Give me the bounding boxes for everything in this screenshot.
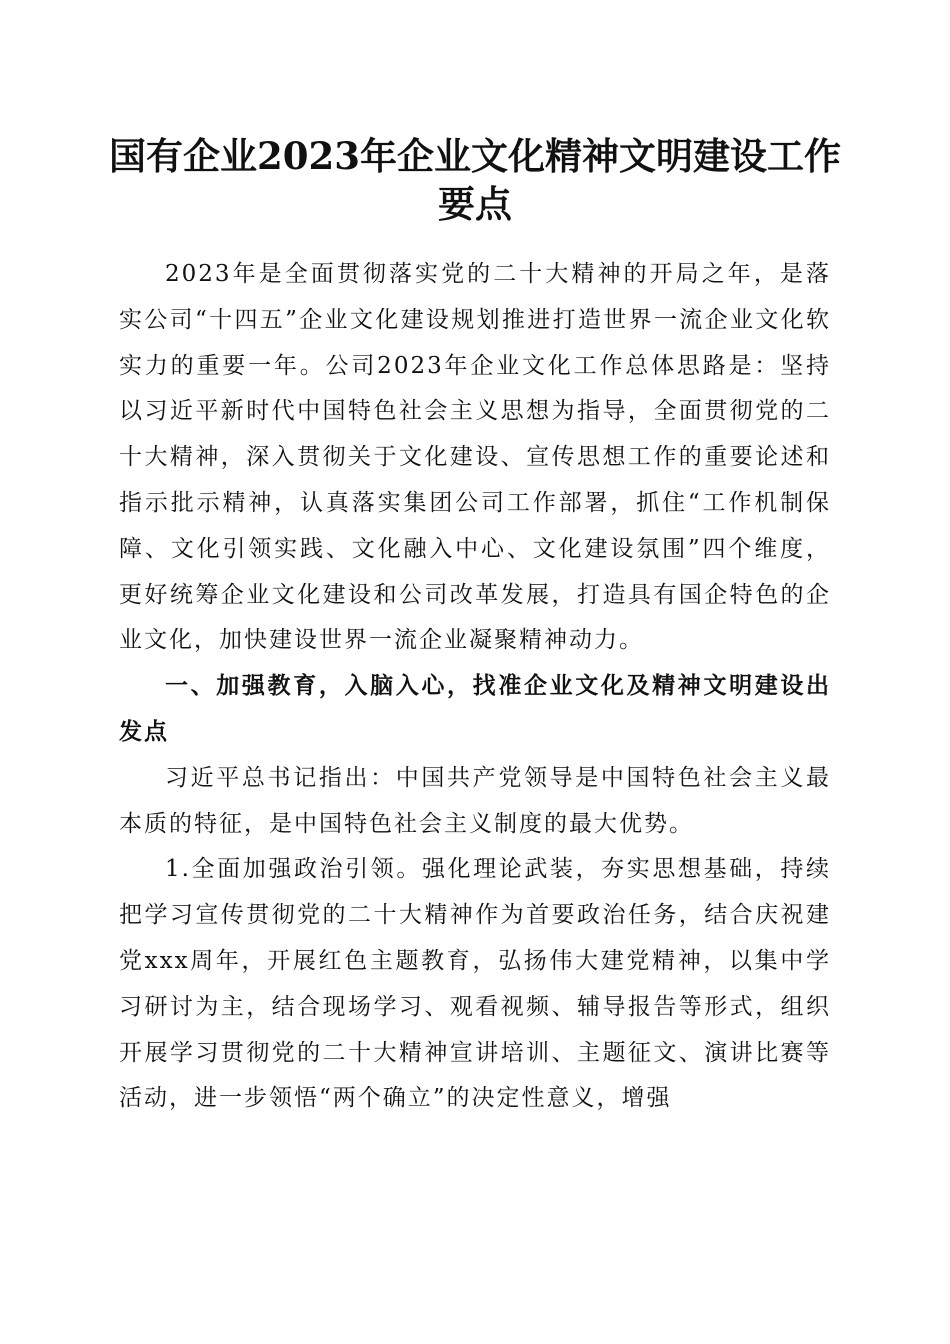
title-line-2: 要点 bbox=[438, 182, 512, 226]
document-title bbox=[100, 132, 850, 228]
section-1-heading: 一、加强教育，入脑入心，找准企业文化及精神文明建设出发点 bbox=[119, 673, 831, 745]
section-1-quote-paragraph: 习近平总书记指出：中国共产党领导是中国特色社会主义最本质的特征，是中国特色社会主义制度的最大优势。 bbox=[119, 764, 831, 837]
title-line-1: 国有企业2023年企业文化精神文明建设工作 bbox=[109, 134, 841, 178]
document-body bbox=[119, 252, 831, 1122]
intro-paragraph: 2023年是全面贯彻落实党的二十大精神的开局之年，是落实公司“十四五”企业文化建设规划推进打造世界一流企业文化软实力的重要一年。公司2023年企业文化工作总体思路是：坚持以习近平新时代中国特色社会主义思想为指导，全面贯彻党的二十大精神，深入贯彻关于文化建设、宣传思想工作的重要论述和指示批示精神，认真落实集团公司工作部署，抓住“工作机制保障、文化引领实践、文化融入中心、文化建设氛围”四个维度，更好统筹企业文化建设和公司改革发展，打造具有国企特色的企业文化，加快建设世界一流企业凝聚精神动力。 bbox=[119, 261, 831, 654]
section-1-item-1-paragraph: 1.全面加强政治引领。强化理论武装，夯实思想基础，持续把学习宣传贯彻党的二十大精神作为首要政治任务，结合庆祝建党xxx周年，开展红色主题教育，弘扬伟大建党精神，以集中学习研讨为主，结合现场学习、观看视频、辅导报告等形式，组织开展学习贯彻党的二十大精神宣讲培训、主题征文、演讲比赛等活动，进一步领悟“两个确立”的决定性意义，增强 bbox=[119, 856, 831, 1112]
